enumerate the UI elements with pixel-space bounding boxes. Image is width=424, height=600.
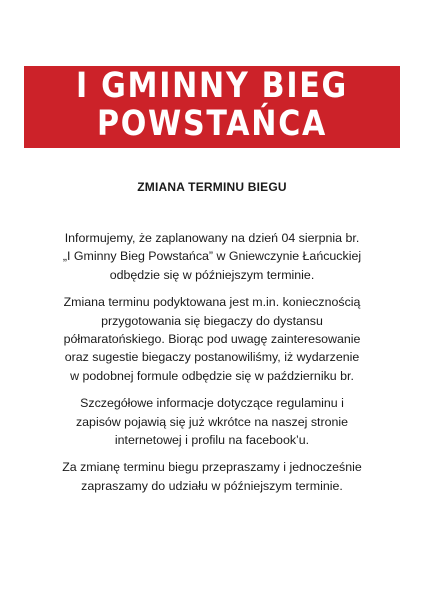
text-line: Informujemy, że zaplanowany na dzień 04 sierpnia br. bbox=[64, 231, 360, 245]
paragraph-date-info bbox=[30, 229, 394, 284]
text-line: odbędzie się w późniejszym terminie. bbox=[109, 267, 315, 282]
banner-title-line-2: POWSTAŃCA bbox=[96, 104, 328, 144]
text-line: półmaratońskiego. Biorąc pod uwagę zainteresowanie bbox=[63, 332, 361, 347]
text-line: oraz sugestie biegaczy postanowiliśmy, iż wydarzenie bbox=[64, 350, 360, 365]
paragraph-apology bbox=[30, 458, 394, 495]
text-line: Szczegółowe informacje dotyczące regulaminu i bbox=[80, 396, 344, 411]
paragraph-reason bbox=[30, 293, 394, 385]
announcement-body bbox=[30, 229, 394, 504]
text-line: „I Gminny Bieg Powstańca” w Gniewczynie Łańcuckiej bbox=[62, 249, 362, 264]
text-line: internetowej i profilu na facebook’u. bbox=[114, 433, 310, 448]
text-line: Za zmianę terminu biegu przepraszamy i jednocześnie bbox=[62, 460, 362, 475]
text-line: przygotowania się biegaczy do dystansu bbox=[101, 313, 323, 328]
text-line: zapisów pojawią się już wkrótce na naszej stronie bbox=[75, 414, 349, 429]
title-banner bbox=[24, 66, 400, 148]
text-line: w podobnej formule odbędzie się w październiku br. bbox=[70, 368, 354, 383]
text-line: zapraszamy do udziału w późniejszym terminie. bbox=[81, 478, 343, 493]
paragraph-details bbox=[30, 394, 394, 449]
text-line: Zmiana terminu podyktowana jest m.in. koniecznością bbox=[63, 295, 361, 310]
announcement-heading: ZMIANA TERMINU BIEGU bbox=[137, 180, 287, 194]
banner-title-line-1: I GMINNY BIEG bbox=[76, 66, 348, 106]
